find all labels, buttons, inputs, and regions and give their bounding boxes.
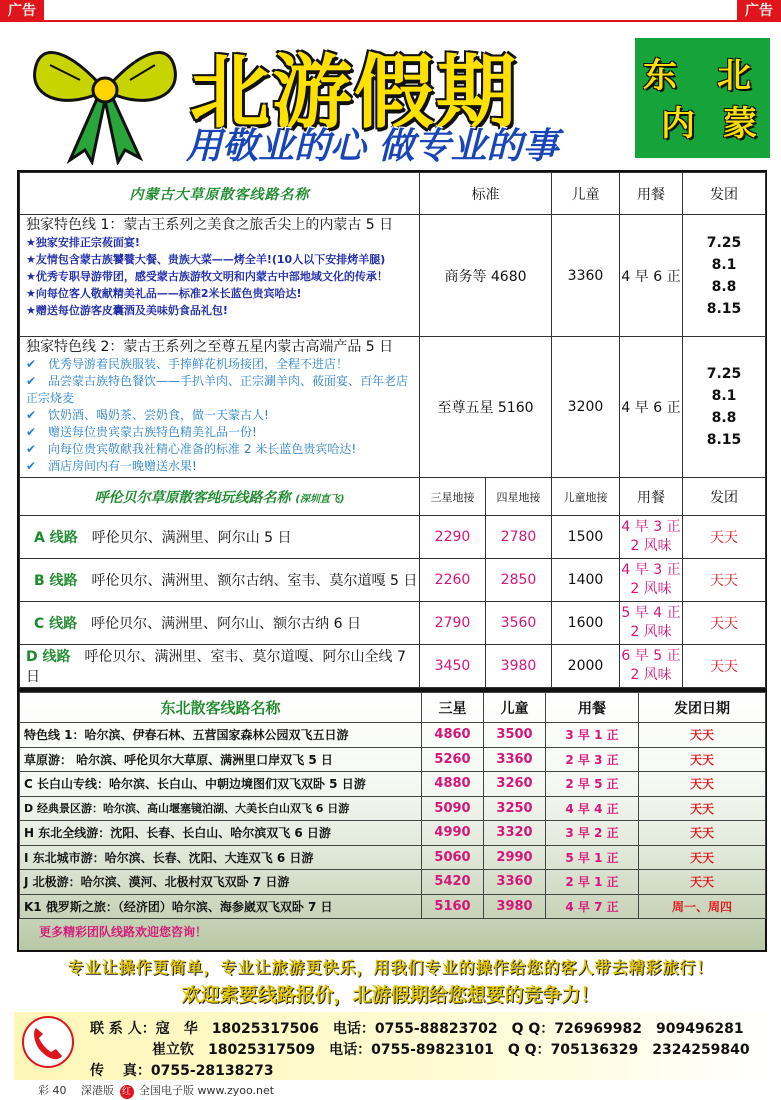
route-feature: ★优秀专职导游带团，感受蒙古族游牧文明和内蒙古中部地域文化的传承！ — [26, 270, 388, 283]
header-child: 儿童 — [552, 173, 620, 215]
table-row — [20, 215, 766, 337]
contact-person: 寇 华 — [155, 1021, 198, 1037]
date: 8.8 — [711, 278, 737, 295]
price-four-star: 2850 — [486, 559, 552, 602]
meals — [620, 645, 683, 688]
qq: 2324259840 — [652, 1042, 750, 1058]
departure: 天天 — [639, 772, 766, 797]
price-child: 3250 — [484, 796, 546, 821]
header-meals: 用餐 — [546, 693, 639, 723]
route-name: D 经典景区游：哈尔滨、高山堰塞镜泊湖、大美长白山双飞 6 日游 — [20, 796, 422, 821]
edition-badge: 红 — [120, 1085, 134, 1099]
route-title: 独家特色线 1：蒙古王系列之美食之旅舌尖上的内蒙古 5 日 — [26, 217, 394, 233]
date: 8.1 — [711, 256, 737, 273]
departure: 天天 — [639, 796, 766, 821]
fax-label: 传 真： — [90, 1063, 151, 1079]
region-char-inner: 内 — [661, 104, 695, 144]
route-cell — [20, 215, 420, 337]
meals: 3 早 2 正 — [546, 821, 639, 846]
region-badge — [635, 38, 770, 158]
route-feature: ✔ 饮奶酒、喝奶茶、尝奶食，做一天蒙古人! — [26, 408, 269, 422]
departure: 天天 — [639, 821, 766, 846]
price-child: 3260 — [484, 772, 546, 797]
meals: 5 早 1 正 — [546, 845, 639, 870]
route-feature: ✔ 酒店房间内有一晚赠送水果! — [26, 459, 197, 473]
route-name: H 东北全线游：沈阳、长春、长白山、哈尔滨双飞 6 日游 — [20, 821, 422, 846]
route-name: C 长白山专线：哈尔滨、长白山、中朝边境图们双飞双卧 5 日游 — [20, 772, 422, 797]
price-three-star: 4990 — [422, 821, 484, 846]
price-child: 3360 — [484, 870, 546, 895]
header-departure: 发团 — [683, 478, 766, 516]
route-name: 呼伦贝尔、满洲里、阿尔山、额尔古纳 6 日 — [91, 616, 361, 632]
date: 8.8 — [711, 410, 737, 426]
contact-row-1 — [90, 1018, 744, 1038]
meals: 3 早 1 正 — [546, 723, 639, 748]
meals: 2 早 5 正 — [546, 772, 639, 797]
departure-dates — [683, 337, 766, 478]
price-child: 3360 — [484, 747, 546, 772]
meals — [620, 602, 683, 645]
edition: 深港版 — [81, 1084, 114, 1097]
table-row — [20, 772, 766, 797]
section2-title-text: 呼伦贝尔草原散客纯玩线路名称 — [94, 489, 291, 506]
price-child: 3980 — [484, 894, 546, 919]
region-char-mongolia: 蒙 — [723, 104, 757, 144]
meals: 2 早 1 正 — [546, 870, 639, 895]
meal-line: 4 早 3 正 — [621, 562, 681, 578]
table-row — [20, 821, 766, 846]
route-name-cell — [20, 645, 420, 688]
region-char-north: 北 — [717, 56, 751, 96]
price-standard: 至尊五星 5160 — [420, 337, 552, 478]
date: 8.15 — [706, 432, 742, 448]
price-three-star: 4860 — [422, 723, 484, 748]
route-label: D 线路 — [26, 649, 71, 665]
meals: 4 早 4 正 — [546, 796, 639, 821]
price-standard: 商务等 4680 — [420, 215, 552, 337]
price-three-star: 3450 — [420, 645, 486, 688]
meal-line: 2 风味 — [630, 624, 672, 640]
table-row — [20, 602, 766, 645]
meals: 4 早 6 正 — [620, 215, 683, 337]
price-child: 2990 — [484, 845, 546, 870]
route-feature: ✔ 赠送每位贵宾蒙古族特色精美礼品一份! — [26, 425, 257, 439]
route-name: 呼伦贝尔、满洲里、额尔古纳、室韦、莫尔道嘎 5 日 — [91, 573, 418, 589]
meal-line: 4 早 3 正 — [621, 519, 681, 535]
price-child: 3360 — [552, 215, 620, 337]
header-meals: 用餐 — [620, 173, 683, 215]
meal-line: 2 风味 — [630, 581, 672, 597]
table-row — [20, 516, 766, 559]
departure: 天天 — [683, 559, 766, 602]
route-name: K1 俄罗斯之旅：（经济团）哈尔滨、海参崴双飞双卧 7 日 — [20, 894, 422, 919]
price-table-northeast — [17, 690, 767, 952]
fax: 0755-28138273 — [150, 1063, 274, 1079]
top-divider — [0, 20, 781, 22]
price-three-star: 2790 — [420, 602, 486, 645]
header-child-local: 儿童地接 — [552, 478, 620, 516]
route-name: 草原游： 哈尔滨、呼伦贝尔大草原、满洲里口岸双飞 5 日 — [20, 747, 422, 772]
route-name-cell — [20, 559, 420, 602]
ad-tag-right: 广告 — [737, 0, 781, 22]
more-routes-note: 更多精彩团队线路欢迎您咨询！ — [39, 925, 208, 939]
contact-label: 联 系 人： — [90, 1021, 156, 1037]
tel: 0755-89823101 — [371, 1042, 494, 1058]
price-child: 3200 — [552, 337, 620, 478]
price-child: 2000 — [552, 645, 620, 688]
meal-line: 5 早 4 正 — [621, 605, 681, 621]
price-child: 3320 — [484, 821, 546, 846]
meal-line: 2 风味 — [630, 538, 672, 554]
price-three-star: 5420 — [422, 870, 484, 895]
table-row — [20, 894, 766, 919]
route-title: 独家特色线 2：蒙古王系列之至尊五星内蒙古高端产品 5 日 — [26, 339, 394, 355]
date: 7.25 — [706, 366, 742, 382]
route-feature: ★友情包含蒙古族饕餮大餐、贵族大菜——烤全羊!(10人以下安排烤羊腿) — [26, 253, 386, 266]
route-feature: ★赠送每位游客皮囊酒及美味奶食品礼包! — [26, 304, 228, 317]
section3-title: 东北散客线路名称 — [20, 693, 422, 723]
departure: 天天 — [639, 723, 766, 748]
price-child: 1400 — [552, 559, 620, 602]
route-label: B 线路 — [34, 573, 78, 589]
contact-row-3 — [90, 1060, 274, 1080]
ad-tag-left: 广告 — [0, 0, 44, 22]
region-char-east: 东 — [643, 56, 677, 96]
meals: 2 早 3 正 — [546, 747, 639, 772]
header-child: 儿童 — [484, 693, 546, 723]
departure: 天天 — [639, 747, 766, 772]
tel: 0755-88823702 — [374, 1021, 498, 1037]
table-row — [20, 796, 766, 821]
tel-label: 电话： — [332, 1021, 375, 1037]
price-child: 1600 — [552, 602, 620, 645]
qq-label: Q Q： — [511, 1021, 555, 1037]
site-link[interactable]: 全国电子版 www.zyoo.net — [139, 1084, 275, 1097]
departure-dates — [683, 215, 766, 337]
price-three-star: 5090 — [422, 796, 484, 821]
table-row — [20, 845, 766, 870]
page-number: 彩 40 — [38, 1084, 67, 1097]
route-label: C 线路 — [34, 616, 78, 632]
header-departure: 发团 — [683, 173, 766, 215]
route-name-cell — [20, 602, 420, 645]
contact-row-2 — [152, 1039, 750, 1059]
section1-title: 内蒙古大草原散客线路名称 — [20, 173, 420, 215]
price-three-star: 4880 — [422, 772, 484, 797]
departure: 天天 — [683, 516, 766, 559]
contact-person: 崔立钦 — [152, 1042, 194, 1058]
departure: 周一、周四 — [639, 894, 766, 919]
price-four-star: 3560 — [486, 602, 552, 645]
brand-title: 北游假期 — [190, 46, 518, 139]
route-feature: ★向每位客人敬献精美礼品——标准2米长蓝色贵宾哈达! — [26, 287, 302, 300]
promo-line-1: 专业让操作更简单，专业让旅游更快乐，用我们专业的操作给您的客人带去精彩旅行！ — [67, 958, 714, 977]
phone-icon — [22, 1016, 74, 1068]
route-feature: ✔ 品尝蒙古族特色餐饮——手扒羊肉、正宗涮羊肉、莜面宴、百年老店正宗烧麦 — [26, 374, 409, 405]
price-child: 3500 — [484, 723, 546, 748]
header-standard: 标准 — [420, 173, 552, 215]
price-three-star: 5160 — [422, 894, 484, 919]
departure: 天天 — [639, 870, 766, 895]
price-four-star: 3980 — [486, 645, 552, 688]
table-row — [20, 645, 766, 688]
meals — [620, 559, 683, 602]
route-label: A 线路 — [34, 530, 78, 546]
route-feature: ✔ 向每位贵宾敬献我社精心准备的标准 2 米长蓝色贵宾哈达! — [26, 442, 357, 456]
route-name: I 东北城市游：哈尔滨、长春、沈阳、大连双飞 6 日游 — [20, 845, 422, 870]
meals — [620, 516, 683, 559]
table-row — [20, 559, 766, 602]
price-four-star: 2780 — [486, 516, 552, 559]
departure: 天天 — [683, 602, 766, 645]
price-three-star: 2290 — [420, 516, 486, 559]
table-row — [20, 747, 766, 772]
price-three-star: 2260 — [420, 559, 486, 602]
section2-title-note: (深圳直飞) — [295, 493, 345, 505]
route-feature: ✔ 优秀导游着民族服装、手捧鲜花机场接团，全程不进店！ — [26, 357, 349, 371]
qq: 909496281 — [655, 1021, 744, 1037]
price-child: 1500 — [552, 516, 620, 559]
meal-line: 6 早 5 正 — [621, 648, 681, 664]
qq-label: Q Q： — [507, 1042, 551, 1058]
route-name: 呼伦贝尔、满洲里、室韦、莫尔道嘎、阿尔山全线 7 日 — [26, 649, 406, 685]
date: 8.1 — [711, 388, 737, 404]
header-three-star: 三星 — [422, 693, 484, 723]
meals: 4 早 6 正 — [620, 337, 683, 478]
qq: 705136329 — [550, 1042, 639, 1058]
header-four-star: 四星地接 — [486, 478, 552, 516]
header-meals: 用餐 — [620, 478, 683, 516]
date: 8.15 — [706, 300, 742, 317]
contact-block — [14, 1012, 774, 1080]
date: 7.25 — [706, 234, 742, 251]
mobile: 18025317509 — [208, 1042, 316, 1058]
brand-slogan: 用敬业的心 做专业的事 — [186, 126, 559, 167]
section2-title — [20, 478, 420, 516]
table-row — [20, 723, 766, 748]
route-name: 呼伦贝尔、满洲里、阿尔山 5 日 — [91, 530, 292, 546]
page-footer — [0, 1082, 781, 1100]
price-three-star: 5060 — [422, 845, 484, 870]
route-cell — [20, 337, 420, 478]
departure: 天天 — [683, 645, 766, 688]
promo-line-2: 欢迎索要线路报价，北游假期给您想要的竞争力！ — [181, 984, 600, 1006]
price-table-inner-mongolia — [17, 170, 767, 690]
header-three-star: 三星地接 — [420, 478, 486, 516]
meals: 4 早 7 正 — [546, 894, 639, 919]
departure: 天天 — [639, 845, 766, 870]
table-row — [20, 337, 766, 478]
meal-line: 2 风味 — [630, 667, 672, 683]
route-name: 特色线 1：哈尔滨、伊春石林、五营国家森林公园双飞五日游 — [20, 723, 422, 748]
route-name: J 北极游：哈尔滨、漠河、北极村双飞双卧 7 日游 — [20, 870, 422, 895]
price-three-star: 5260 — [422, 747, 484, 772]
mobile: 18025317506 — [211, 1021, 319, 1037]
table-row — [20, 870, 766, 895]
qq: 726969982 — [554, 1021, 642, 1037]
bow-ribbon-icon — [30, 30, 180, 165]
route-name-cell — [20, 516, 420, 559]
tel-label: 电话： — [329, 1042, 372, 1058]
header-departure-date: 发团日期 — [639, 693, 766, 723]
route-feature: ★独家安排正宗莜面宴! — [26, 236, 140, 249]
